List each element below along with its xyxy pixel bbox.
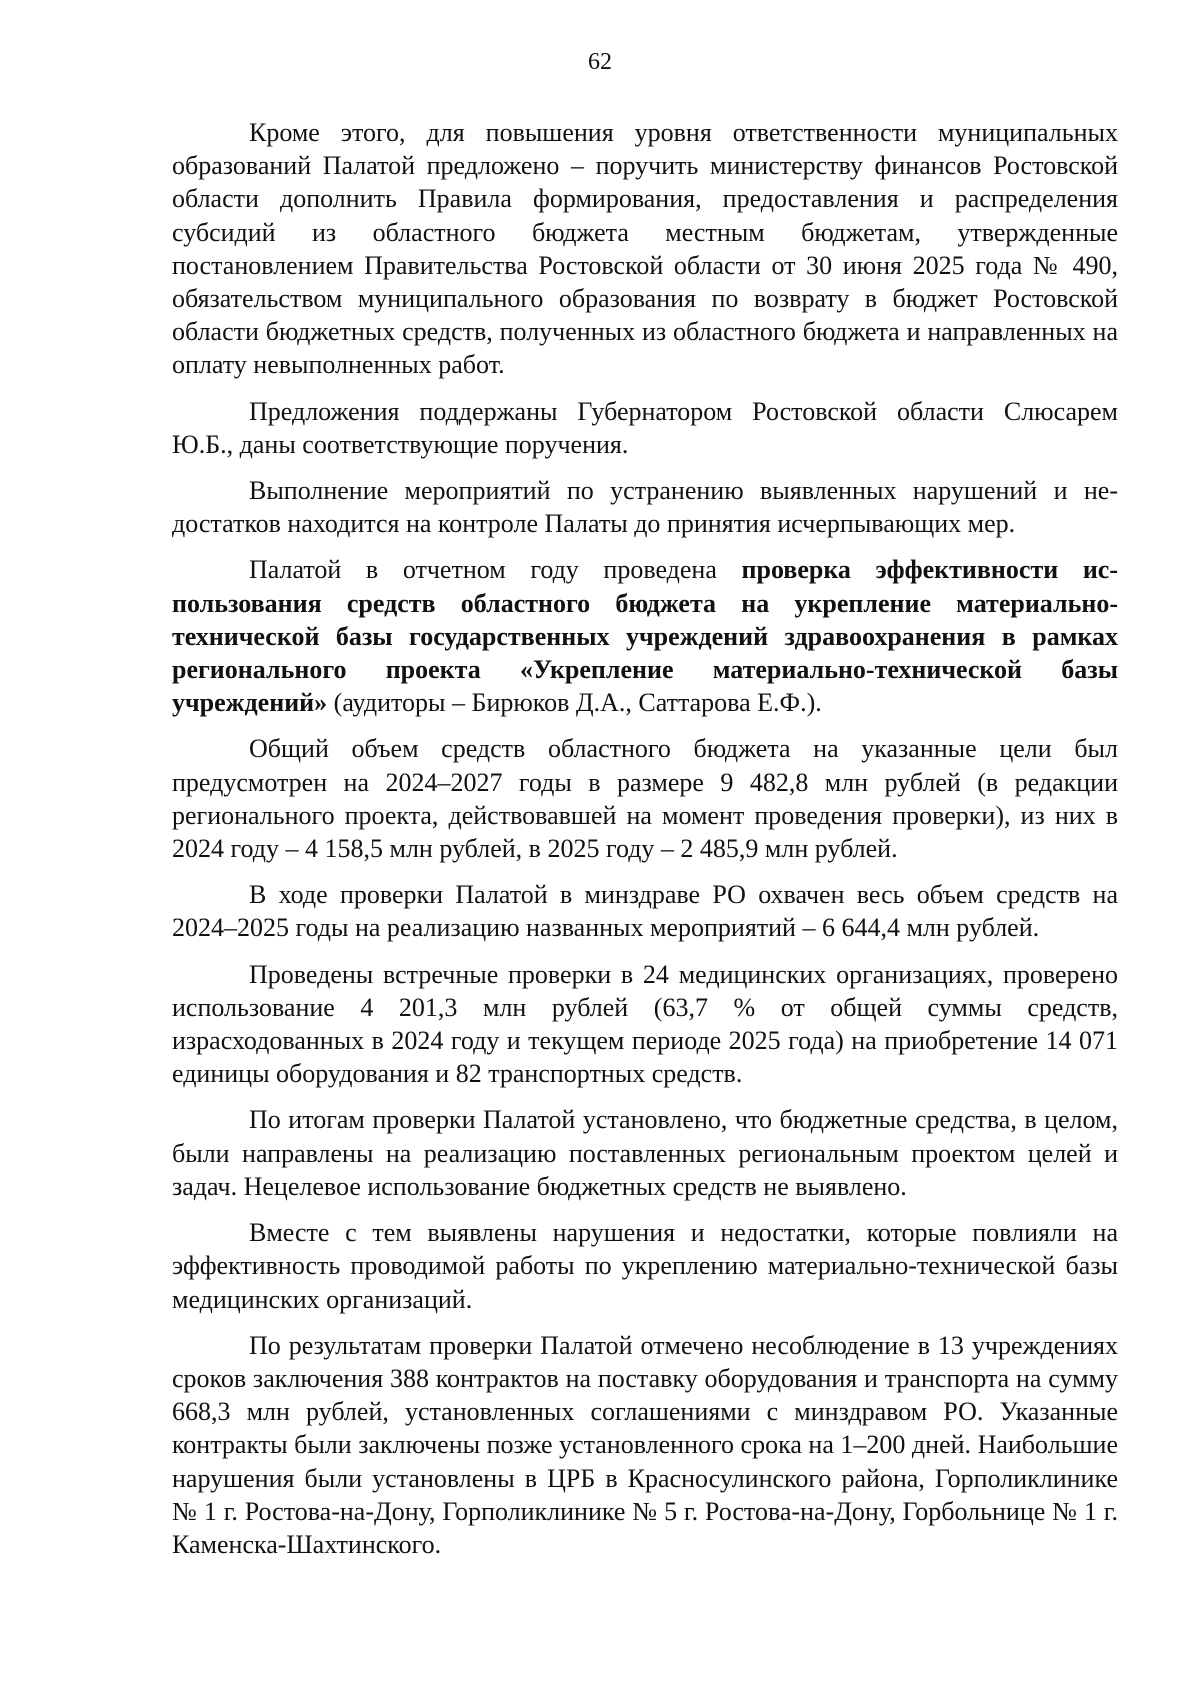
paragraph-4-tail: (аудиторы – Бирюков Д.А., Саттарова Е.Ф.). [327, 688, 822, 718]
paragraph-10: По результатам проверки Палатой отмечено несоблюдение в 13 учреждениях сроков заключения 388 контрактов на поставку оборудования и транспорта на сумму 668,3 млн рублей, установленных соглашениями с минздравом РО. Указанные контракты были заключены позже установленного срока на 1–200 дней. Наибольшие нарушения были установлены в ЦРБ в Красносулинского района, Горполиклинике № 1 г. Ростова-на-Дону, Горполиклинике № 5 г. Ростова-на-Дону, Горбольнице № 1 г. Каменска-Шахтинского. [172, 1330, 1118, 1559]
paragraph-8: По итогам проверки Палатой установлено, что бюджетные средства, в целом, были направлены на реализацию поставленных региональным проектом целей и задач. Нецелевое использование бюджетных средств не выявлено. [172, 1105, 1118, 1201]
page-number: 62 [588, 49, 612, 75]
paragraph-9: Вместе с тем выявлены нарушения и недостатки, которые повлияли на эффективность проводимой работы по укреплению материально-технической базы медицинских организаций. [172, 1218, 1118, 1314]
paragraph-7: Проведены встречные проверки в 24 медицинских организациях, проверено использование 4 201,3 млн рублей (63,7 % от общей суммы средств, израсходованных в 2024 году и текущем периоде 2025 года) на приобретение 14 071 единицы оборудования и 82 транспортных средств. [172, 959, 1118, 1089]
document-body [172, 116, 1118, 1574]
paragraph-4-lead: Палатой в отчетном году проведена [249, 555, 742, 585]
paragraph-1: Кроме этого, для повышения уровня ответственности муниципальных образований Палатой предложено – поручить министерству финансов Ростовской области дополнить Правила формирования, предоставления и распределения субсидий из областного бюджета местным бюджетам, утвержденные постановлением Правительства Ростовской области от 30 июня 2025 года № 490, обязательством муниципального образования по возврату в бюджет Ростовской области бюджетных средств, полученных из областного бюджета и направленных на оплату невыполненных работ. [172, 118, 1118, 380]
paragraph-2: Предложения поддержаны Губернатором Ростовской области Слюсарем Ю.Б., даны соответствующие поручения. [172, 396, 1118, 459]
paragraph-5: Общий объем средств областного бюджета на указанные цели был предусмотрен на 2024–2027 годы в размере 9 482,8 млн рублей (в редакции регионального проекта, действовавшей на момент проведения проверки), из них в 2024 году – 4 158,5 млн рублей, в 2025 году – 2 485,9 млн рублей. [172, 734, 1118, 864]
audit-title: проверка эффективности использования средств областного бюджета на укрепление материально-технической базы государственных учреждений здравоохранения в рамках регионального проекта «Укрепление материально-технической базы учреждений» [172, 555, 1119, 718]
paragraph-6: В ходе проверки Палатой в минздраве РО охвачен весь объем средств на 2024–2025 годы на реализацию названных мероприятий – 6 644,4 млн рублей. [172, 880, 1118, 943]
paragraph-3: Выполнение мероприятий по устранению выявленных нарушений и недостатков находится на контроле Палаты до принятия исчерпывающих мер. [172, 476, 1118, 539]
paragraph-4 [172, 553, 1118, 719]
